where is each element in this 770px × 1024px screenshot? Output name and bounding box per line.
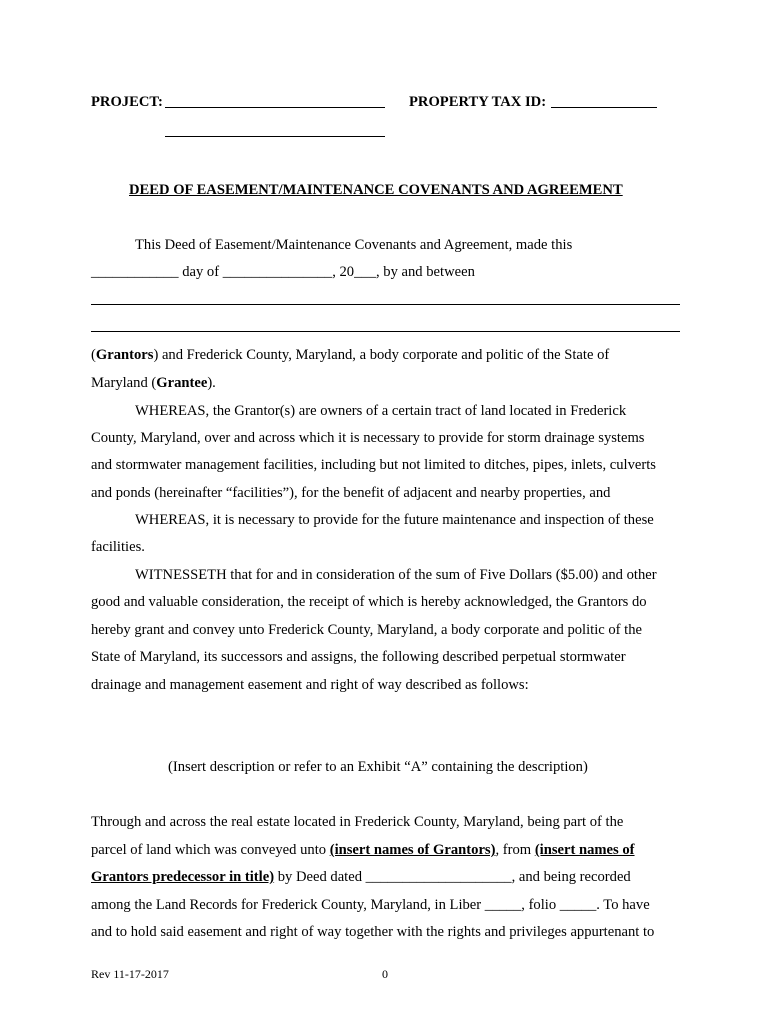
witnesseth-line: hereby grant and convey unto Frederick County, Maryland, a body corporate and politic of the	[91, 622, 643, 638]
intro-line-2: ____________ day of _______________, 20___, by and between	[91, 264, 475, 280]
month-blank: _______________	[222, 264, 333, 280]
grantors-term: Grantors	[95, 347, 154, 363]
witnesseth-line: WITNESSETH that for and in consideration of the sum of Five Dollars ($5.00) and other	[135, 567, 657, 583]
through-line-2: parcel of land which was conveyed unto (insert names of Grantors), from (insert names of	[91, 842, 635, 858]
project-blank-1	[165, 107, 385, 108]
intro-line-1: This Deed of Easement/Maintenance Covenants and Agreement, made this	[135, 237, 573, 253]
whereas1-line: County, Maryland, over and across which it is necessary to provide for storm drainage systems	[91, 430, 645, 446]
witnesseth-line: drainage and management easement and right of way described as follows:	[91, 677, 529, 693]
revision-footer: Rev 11-17-2017	[91, 967, 169, 981]
property-tax-id-blank	[551, 107, 657, 108]
whereas2-line: facilities.	[91, 539, 145, 555]
parties-blank-2	[91, 331, 680, 332]
page-number: 0	[382, 967, 388, 981]
witnesseth-line: State of Maryland, its successors and assigns, the following described perpetual stormwater	[91, 649, 626, 665]
whereas1-line: and ponds (hereinafter “facilities”), for the benefit of adjacent and nearby properties, and	[91, 485, 611, 501]
through-line-1: Through and across the real estate located in Frederick County, Maryland, being part of the	[91, 814, 624, 830]
parties-blank-1	[91, 304, 680, 305]
through-line-4: among the Land Records for Frederick County, Maryland, in Liber _____, folio _____. To have	[91, 897, 650, 913]
insert-grantors-placeholder: (insert names of Grantors)	[329, 842, 496, 858]
witnesseth-line: good and valuable consideration, the receipt of which is hereby acknowledged, the Grantors do	[91, 594, 647, 610]
through-line-5: and to hold said easement and right of way together with the rights and privileges appurtenant to	[91, 924, 655, 940]
whereas1-line: WHEREAS, the Grantor(s) are owners of a certain tract of land located in Frederick	[135, 403, 627, 419]
insert-description-note: (Insert description or refer to an Exhibit “A” containing the description)	[168, 759, 588, 775]
whereas1-line: and stormwater management facilities, including but not limited to ditches, pipes, inlets, culverts	[91, 457, 656, 473]
document-title: DEED OF EASEMENT/MAINTENANCE COVENANTS AND AGREEMENT	[129, 182, 623, 198]
parties-line-2: Maryland (Grantee).	[91, 375, 216, 391]
project-label: PROJECT:	[91, 94, 163, 110]
through-line-3: Grantors predecessor in title) by Deed dated ____________________, and being recorded	[91, 869, 631, 885]
parties-line-1: (Grantors) and Frederick County, Maryland, a body corporate and politic of the State of	[91, 347, 610, 363]
insert-predecessor-placeholder: (insert names of	[534, 842, 635, 858]
insert-predecessor-placeholder-cont: Grantors predecessor in title)	[91, 869, 275, 885]
whereas2-line: WHEREAS, it is necessary to provide for the future maintenance and inspection of these	[135, 512, 654, 528]
property-tax-id-label: PROPERTY TAX ID:	[409, 94, 547, 110]
grantee-term: Grantee	[156, 375, 208, 391]
day-blank: ____________	[91, 264, 179, 280]
project-blank-2	[165, 136, 385, 137]
year-blank: , 20___	[332, 264, 376, 280]
